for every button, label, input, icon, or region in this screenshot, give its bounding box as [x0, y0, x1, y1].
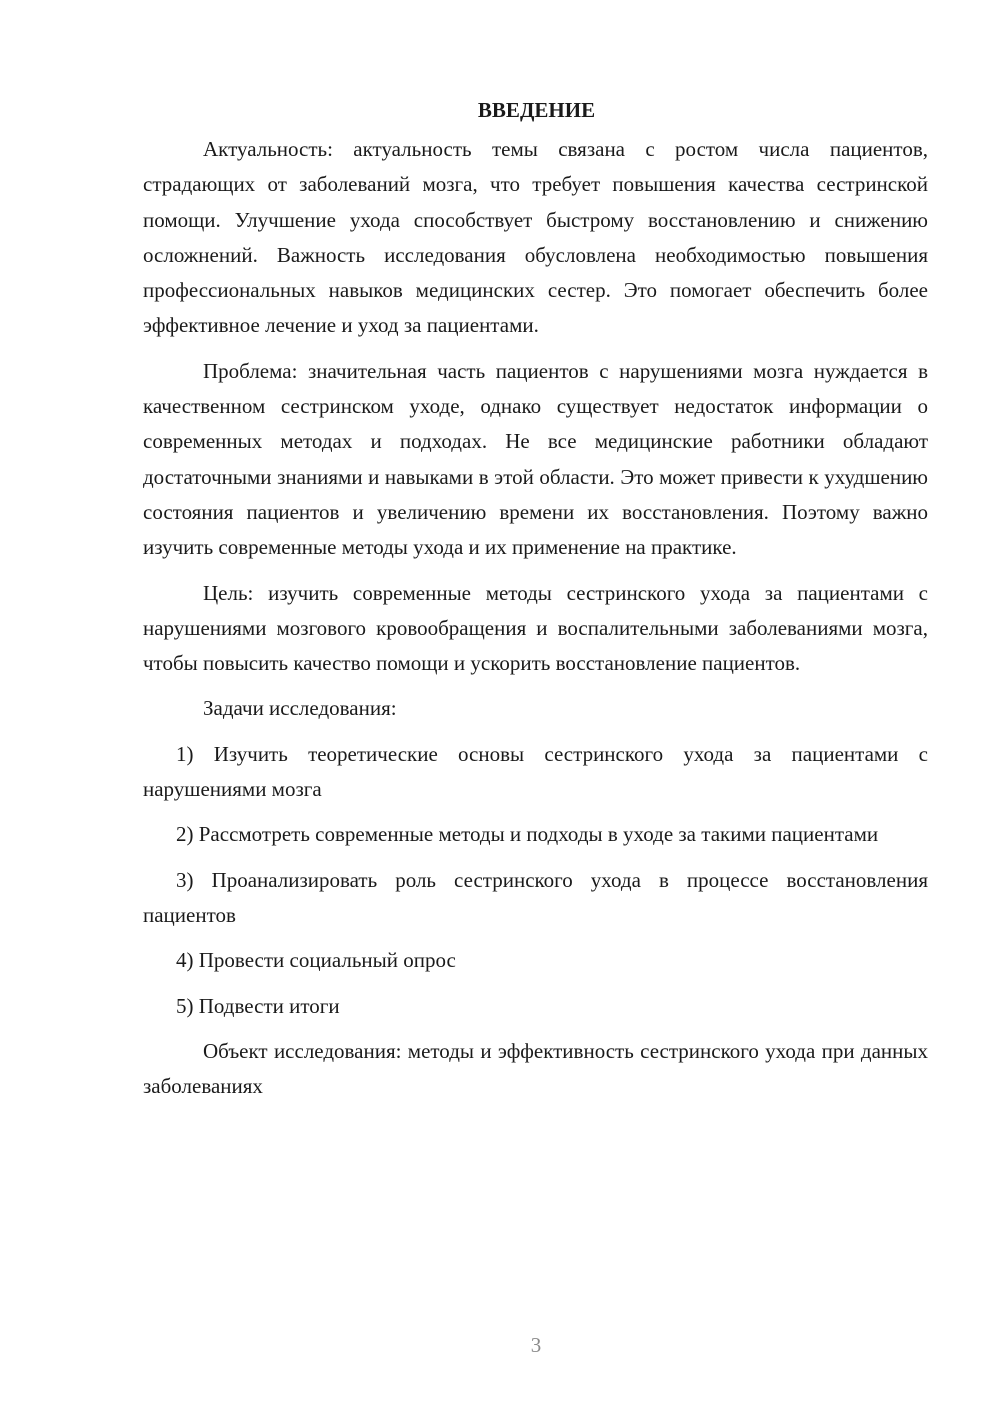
- object-paragraph: Объект исследования: методы и эффективность сестринского ухода при данных заболеваниях: [143, 1038, 928, 1099]
- problem-paragraph: Проблема: значительная часть пациентов с нарушениями мозга нуждается в качественном сестринском уходе, однако существует недостаток информации о современных методах и подходах. Не все медицинские работники обладают достаточными знаниями и навыками в этой области. Это может привести к ухудшению состояния пациентов и увеличению времени их восстановления. Поэтому важно изучить современные методы ухода и их применение на практике.: [143, 358, 928, 560]
- task-item: 1) Изучить теоретические основы сестринского ухода за пациентами с нарушениями мозга: [143, 741, 928, 802]
- document-page: [143, 92, 928, 1114]
- goal-paragraph: Цель: изучить современные методы сестринского ухода за пациентами с нарушениями мозгового кровообращения и воспалительными заболеваниями мозга, чтобы повысить качество помощи и ускорить восстановление пациентов.: [143, 580, 928, 676]
- page-number: 3: [530, 1333, 542, 1357]
- relevance-paragraph: Актуальность: актуальность темы связана с ростом числа пациентов, страдающих от заболеваний мозга, что требует повышения качества сестринской помощи. Улучшение ухода способствует быстрому восстановлению и снижению осложнений. Важность исследования обусловлена необходимостью повышения профессиональных навыков медицинских сестер. Это помогает обеспечить более эффективное лечение и уход за пациентами.: [143, 137, 928, 338]
- task-item: 4) Провести социальный опрос: [176, 948, 456, 973]
- tasks-heading: Задачи исследования:: [203, 696, 397, 721]
- section-title: ВВЕДЕНИЕ: [477, 98, 596, 122]
- task-item: 2) Рассмотреть современные методы и подходы в уходе за такими пациентами: [176, 822, 879, 847]
- task-item: 3) Проанализировать роль сестринского ухода в процессе восстановления пациентов: [143, 867, 928, 927]
- tasks-list: [143, 737, 928, 1024]
- task-item: 5) Подвести итоги: [176, 993, 340, 1018]
